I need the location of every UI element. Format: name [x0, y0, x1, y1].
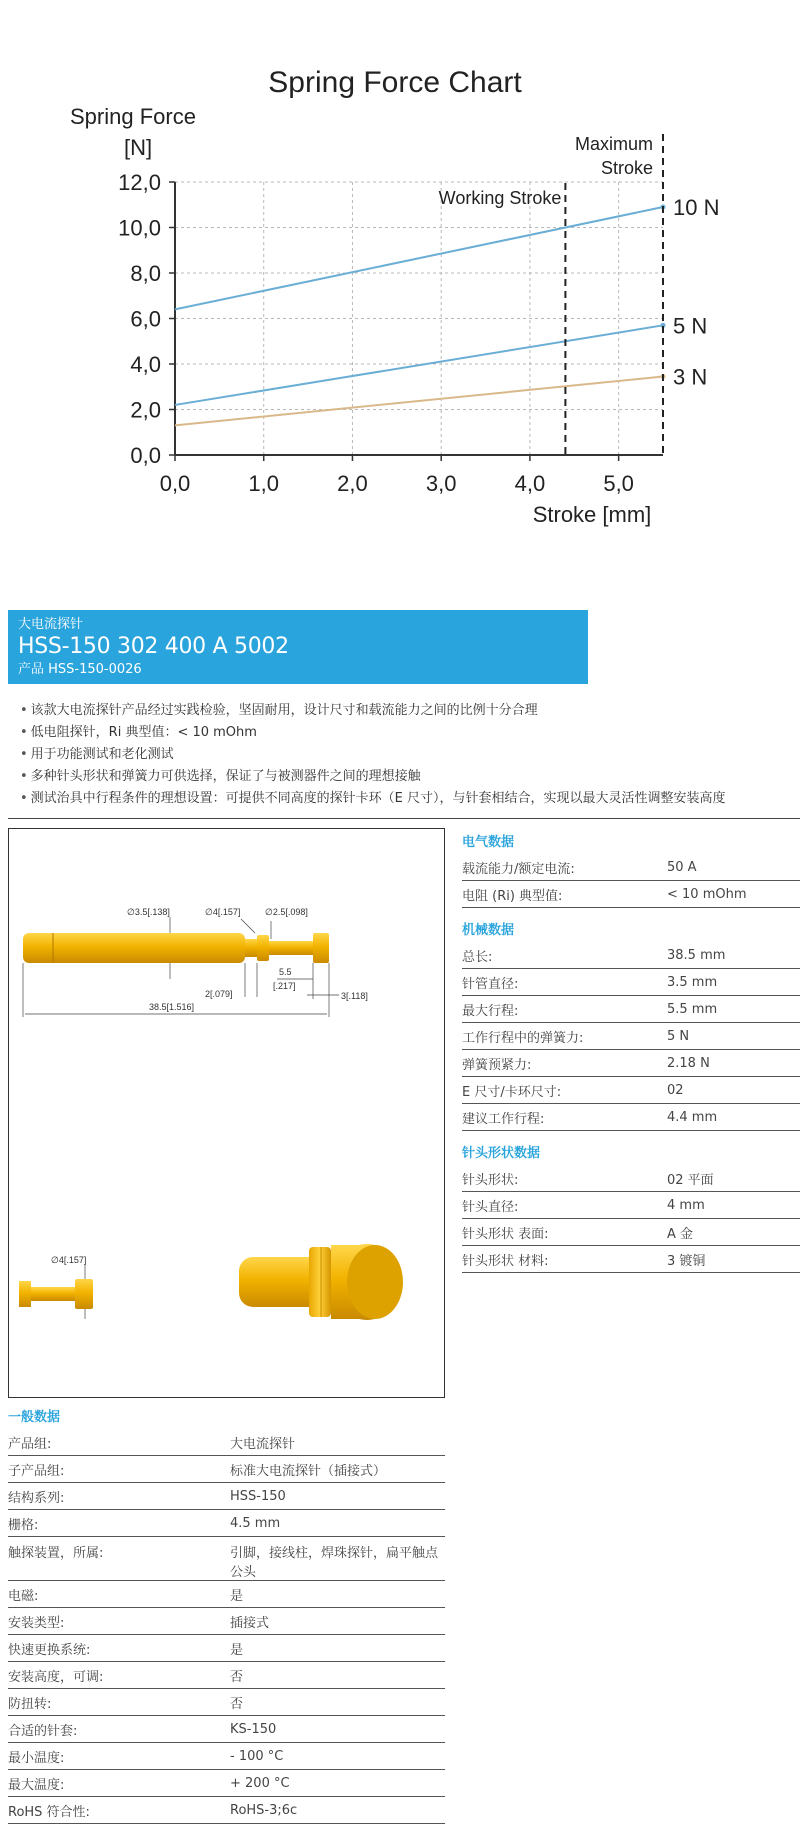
spec-value: HSS-150	[230, 1488, 286, 1504]
x-tick-label: 3,0	[425, 471, 457, 496]
x-axis-label: Stroke [mm]	[532, 502, 652, 527]
x-tick-labels	[160, 471, 634, 496]
dim-collar-width: 2[.079]	[205, 989, 233, 999]
spec-value: - 100 °C	[230, 1748, 284, 1764]
y-tick-label: 4,0	[130, 352, 161, 377]
table-row	[8, 1483, 445, 1510]
series-line	[175, 207, 663, 309]
y-tick-label: 10,0	[118, 215, 161, 241]
tip-3d-render	[239, 1244, 403, 1320]
series-line	[175, 325, 663, 405]
table-row	[8, 1635, 445, 1662]
spring-force-chart	[0, 0, 800, 560]
spec-key: 针头直径:	[462, 1199, 519, 1215]
series-label: 5 N	[673, 313, 708, 339]
spec-key: 电磁:	[8, 1588, 39, 1604]
product-number: 产品 HSS-150-0026	[18, 662, 142, 677]
mechanical-data-section	[462, 920, 800, 1131]
spec-key: 合适的针套:	[8, 1723, 78, 1739]
table-row	[8, 1537, 445, 1581]
table-row	[462, 1165, 800, 1192]
spec-key: 最大行程:	[462, 1003, 519, 1019]
technical-drawing	[8, 828, 445, 1398]
x-tick-label: 1,0	[248, 471, 280, 496]
y-tick-label: 8,0	[130, 261, 161, 286]
spec-value: + 200 °C	[230, 1775, 290, 1791]
spec-value: 3.5 mm	[667, 974, 718, 990]
dim-diameter-tail: ∅2.5[.098]	[265, 907, 308, 917]
table-row	[462, 1219, 800, 1246]
y-tick-label: 0,0	[130, 443, 161, 468]
table-row	[8, 1770, 445, 1797]
table-row	[8, 1581, 445, 1608]
table-row	[8, 1797, 445, 1824]
feature-item: • 测试治具中行程条件的理想设置：可提供不同高度的探针卡环（E 尺寸），与针套相结合，实现以最大灵活性调整安装高度	[20, 788, 790, 810]
dim-tail-length: 3[.118]	[341, 991, 368, 1001]
max-stroke-label-line2: Stroke	[600, 158, 653, 178]
spec-key: 针头形状 表面:	[462, 1226, 549, 1242]
general-data-title: 一般数据	[8, 1410, 61, 1425]
spec-key: 总长:	[462, 949, 493, 965]
spec-key: 弹簧预紧力:	[462, 1057, 532, 1073]
y-axis-label-line2: [N]	[124, 135, 153, 160]
spec-key: 安装类型:	[8, 1615, 65, 1631]
series-line	[175, 377, 663, 426]
probe-side-view	[23, 907, 368, 1017]
table-row	[462, 942, 800, 969]
spec-value: RoHS-3;6c	[230, 1802, 298, 1818]
product-model: HSS-150 302 400 A 5002	[18, 634, 289, 659]
table-row	[462, 1246, 800, 1273]
stroke-markers	[439, 134, 663, 455]
spec-value: 否	[230, 1669, 244, 1685]
spec-data-column	[462, 828, 800, 1273]
spec-value: 插接式	[230, 1615, 270, 1631]
y-tick-label: 6,0	[130, 306, 161, 332]
spec-value: 50 A	[667, 859, 697, 875]
table-row	[8, 1456, 445, 1483]
chart-title: Spring Force Chart	[268, 66, 522, 99]
electrical-data-title: 电气数据	[462, 835, 515, 850]
spec-key: 结构系列:	[8, 1490, 65, 1506]
spec-key: 最大温度:	[8, 1777, 65, 1793]
spec-value: 4 mm	[667, 1197, 705, 1213]
spec-key: 快速更换系统:	[8, 1642, 91, 1658]
spec-value: 否	[230, 1696, 244, 1712]
table-row	[462, 1192, 800, 1219]
max-stroke-label-line1: Maximum	[574, 134, 653, 154]
spec-key: 安装高度，可调:	[8, 1669, 104, 1685]
working-stroke-label: Working Stroke	[438, 188, 562, 208]
spec-key: 针管直径:	[462, 976, 519, 992]
mechanical-data-title: 机械数据	[462, 923, 515, 938]
feature-list	[20, 700, 790, 810]
spec-key: E 尺寸/卡环尺寸:	[462, 1084, 562, 1100]
spec-value: 4.5 mm	[230, 1515, 281, 1531]
spec-value: 3 镀铜	[667, 1253, 706, 1269]
spec-key: 栅格:	[8, 1517, 39, 1533]
y-tick-label: 2,0	[130, 397, 161, 423]
x-tick-label: 2,0	[337, 471, 368, 496]
spec-key: 电阻 (Ri) 典型值:	[462, 888, 563, 904]
feature-item: • 用于功能测试和老化测试	[20, 744, 790, 766]
x-tick-label: 0,0	[159, 471, 191, 496]
spec-key: 产品组:	[8, 1436, 52, 1452]
spec-key: 建议工作行程:	[462, 1111, 545, 1127]
dim-stroke-inch: [.217]	[273, 981, 296, 991]
y-tick-label: 12,0	[118, 170, 161, 195]
electrical-data-section	[462, 832, 800, 908]
spec-key: RoHS 符合性:	[8, 1804, 90, 1820]
y-axis-label-line1: Spring Force	[70, 104, 196, 129]
spec-value: 4.4 mm	[667, 1109, 718, 1125]
spec-value: 38.5 mm	[667, 947, 726, 963]
spec-value: A 金	[667, 1226, 694, 1242]
table-row	[462, 1050, 800, 1077]
spec-key: 触探装置，所属:	[8, 1546, 104, 1561]
table-row	[462, 1023, 800, 1050]
spec-value: KS-150	[230, 1721, 277, 1737]
spec-key: 针头形状 材料:	[462, 1253, 549, 1269]
feature-item: • 低电阻探针，Ri 典型值：< 10 mOhm	[20, 722, 790, 744]
table-row	[462, 1077, 800, 1104]
spec-value: 2.18 N	[667, 1055, 710, 1071]
spec-key: 最小温度:	[8, 1750, 65, 1766]
feature-item: • 该款大电流探针产品经过实践检验，坚固耐用，设计尺寸和载流能力之间的比例十分合理	[20, 700, 790, 722]
table-row	[8, 1743, 445, 1770]
section-divider	[8, 818, 800, 819]
series-labels	[673, 195, 719, 389]
dim-diameter-head: ∅4[.157]	[205, 907, 241, 917]
x-tick-label: 5,0	[603, 471, 634, 496]
product-banner	[8, 610, 588, 684]
spec-value: < 10 mOhm	[667, 886, 747, 902]
spec-key: 子产品组:	[8, 1463, 65, 1479]
chart-series	[175, 205, 666, 426]
series-label: 10 N	[673, 195, 720, 221]
spec-value: 02 平面	[667, 1172, 714, 1188]
tip-data-section	[462, 1143, 800, 1273]
table-row	[462, 881, 800, 908]
spec-value: 5.5 mm	[667, 1001, 718, 1017]
table-row	[462, 1104, 800, 1131]
table-row	[8, 1429, 445, 1456]
table-row	[8, 1608, 445, 1635]
spec-value: 5 N	[667, 1028, 690, 1044]
feature-item: • 多种针头形状和弹簧力可供选择，保证了与被测器件之间的理想接触	[20, 766, 790, 788]
table-row	[8, 1510, 445, 1537]
spec-key: 载流能力/额定电流:	[462, 861, 575, 877]
spec-value: 标准大电流探针（插接式）	[230, 1463, 387, 1479]
table-row	[8, 1662, 445, 1689]
x-tick-label: 4,0	[514, 471, 546, 496]
spec-key: 工作行程中的弹簧力:	[462, 1030, 584, 1046]
product-category: 大电流探针	[18, 617, 84, 632]
tip-detail-view	[19, 1255, 93, 1319]
general-data-section	[8, 1407, 445, 1824]
spec-value: 是	[230, 1642, 244, 1658]
table-row	[8, 1689, 445, 1716]
table-row	[462, 996, 800, 1023]
spec-value: 大电流探针	[230, 1436, 296, 1452]
table-row	[8, 1716, 445, 1743]
dim-diameter-barrel: ∅3.5[.138]	[127, 907, 170, 917]
spec-value: 02	[667, 1082, 684, 1098]
tip-data-title: 针头形状数据	[462, 1146, 541, 1161]
dim-total-length: 38.5[1.516]	[149, 1002, 195, 1012]
spec-value: 引脚，接线柱，焊珠探针，扁平触点公头	[230, 1546, 439, 1580]
spec-key: 防扭转:	[8, 1696, 52, 1712]
spec-value: 是	[230, 1588, 244, 1604]
series-label: 3 N	[673, 364, 708, 390]
dim-tip-diameter: ∅4[.157]	[51, 1255, 87, 1265]
table-row	[462, 969, 800, 996]
dim-stroke: 5.5	[279, 967, 292, 977]
spec-key: 针头形状:	[462, 1172, 519, 1188]
table-row	[462, 854, 800, 881]
y-tick-labels	[118, 170, 161, 468]
